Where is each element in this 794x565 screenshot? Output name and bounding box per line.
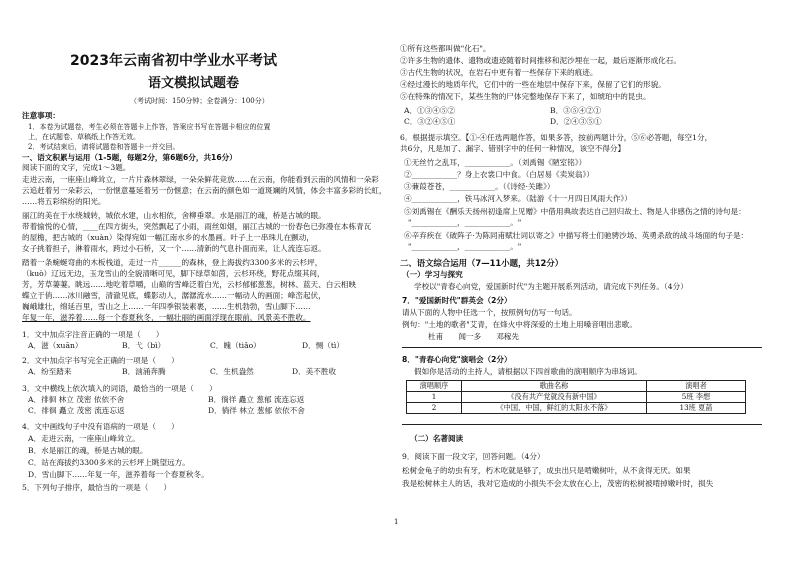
q6-blank-5-answer: "____________，____________。" <box>408 218 522 227</box>
exam-title: 2023年云南省初中学业水平考试 <box>70 53 277 69</box>
q3-option-a: A．徘徊 林立 茂密 依依不舍 <box>28 395 125 404</box>
section-1-intro: 阅读下面的文字，完成1～3题。 <box>22 163 131 172</box>
q7-names: 杜甫 闻一多 邓稼先 <box>428 332 520 341</box>
q5-item-1: ①所有这些都叫做"化石"。 <box>400 44 491 53</box>
q9-passage-line: 我是松树林主人的话，我对它造成的小损失不会太放在心上，茂密的松树被啃掉嫩叶时，损失 <box>402 479 714 488</box>
passage-line: 女子挑着担子，淋着雨水，跨过小石桥，又一个……清新的气息扑面而来，让人流连忘返。 <box>22 244 326 253</box>
page-number: 1 <box>394 518 399 526</box>
q6-blank-1: ①无丝竹之乱耳，____________。（刘禹锡《陋室铭》） <box>404 158 587 167</box>
passage-line: （kuò）辽远无边，玉龙雪山的全貌清晰可见，脚下绿草如茵，云杉环绕，野花点缀其间， <box>22 269 325 278</box>
q3-option-b: B．徜徉 矗立 葱郁 流连忘返 <box>208 395 305 404</box>
q4-option-b: B．水是丽江的魂，桥是古城的眼。 <box>28 446 148 455</box>
answer-line <box>402 424 762 425</box>
question-4: 4．文中画线句子中没有语病的一项是（ ） <box>22 422 179 431</box>
q1-option-d: D．恻（tì） <box>302 341 344 350</box>
section-2-heading: 二、语文综合运用（7—11小题，共12分） <box>400 258 564 268</box>
q4-option-c: C．站在海拔约3300多米的云杉坪上眺望远方。 <box>28 458 190 467</box>
table-header: 演唱顺序 <box>407 381 462 392</box>
table-header: 演唱者 <box>647 381 746 392</box>
q5-option-c: C．③②④⑤① <box>404 117 456 126</box>
q2-option-a: A．纷至踏来 <box>28 367 72 376</box>
q5-item-4: ④经过漫长的地质年代，它们中的一些在地层中保存下来，保留了它们的形貌。 <box>400 80 666 89</box>
question-6: 6．根据提示填空。【①-④任选两题作答，如果多答，按前两题计分，⑤⑥必答题，每空1分， <box>400 133 713 142</box>
q6-blank-2: ②____________？身上衣裳口中食。（白居易《卖炭翁》） <box>404 170 594 179</box>
left-column <box>22 0 388 518</box>
q8-desc: 假如你是活动的主持人，请根据以下四首歌曲的演唱顺序为串场词。 <box>414 367 642 376</box>
notice-2: 2．考试结束后，请将试题卷和答题卡一并交回。 <box>28 143 180 151</box>
passage-line: 芳，芳草萋萋。眺远……地吃着草嚼，山巅的雪峰泛着白光，云杉郁郁葱葱，树林、蓝天、白云相映 <box>22 280 357 289</box>
question-3: 3．文中横线上依次填入的词语，最恰当的一项是（ ） <box>22 384 217 393</box>
question-1: 1．文中加点字注音正确的一项是（ ） <box>22 330 164 339</box>
exam-meta: （考试时间：150分钟；全卷满分：100分） <box>130 97 269 105</box>
passage-line: 踏着一条蜿蜒弯曲的木板栈道，走过一片______的森林，登上海拔约3300多米的云杉坪， <box>22 258 323 267</box>
q1-option-c: C．魄（tiǎo） <box>210 341 261 350</box>
song-table <box>406 380 746 414</box>
passage-line: 走进云南，一座座山峰耸立，一片片森林翠绿，一朵朵鲜花竞放……在云南，你能看到云南的风情和一朵彩 <box>22 175 379 184</box>
table-row <box>407 392 746 403</box>
q4-option-d: D．雪山脚下……年复一年，滋养着每一个春夏秋冬。 <box>28 470 209 479</box>
q2-option-c: C．生机盎然 <box>210 367 254 376</box>
notice-1: 1．本卷为试题卷，考生必须在答题卡上作答，答案应书写在答题卡相应的位置 <box>28 123 271 131</box>
passage-line: 蝶立于俏……冰川融雪，清澈见底，蝶影动人，潺潺流水……一幅动人的画面；峰峦起伏， <box>22 291 326 300</box>
exam-subtitle: 语文模拟试题卷 <box>148 76 240 91</box>
q1-option-a: A．滋（xuān） <box>28 341 83 350</box>
table-cell: 《中国、中国，鲜红的太阳永不落》 <box>462 403 647 414</box>
passage-line: 丽江的美在于水绕城转，城依水建，山水相依，舍柳垂翠。水是丽江的魂，桥是古城的眼。 <box>22 211 326 220</box>
passage-line: 带着愉悦的心情，____在四方街头，突然飘起了小雨，雨丝如烟，丽江古城的一份春色已弥漫在本栋青瓦 <box>22 222 372 231</box>
q6-blank-6: ⑥辛弃疾在《破阵子·为陈同甫赋壮词以寄之》中描写将士们驰骋沙场、英勇杀敌的战斗场面的句子是： <box>404 231 749 240</box>
notice-title: 注意事项： <box>22 111 60 120</box>
sub-section-1: （一）学习与探究 <box>402 270 463 279</box>
q5-option-b: B．③⑤④②① <box>550 106 602 115</box>
q3-option-d: D．徜徉 林立 葱郁 依依不舍 <box>208 406 305 415</box>
q9-passage-line: 松树金龟子的幼虫有牙，朽木吃就是够了，成虫出只是啃嫩树叶，从不贪得无厌。如果 <box>402 466 691 475</box>
table-cell: 13班 夏菡 <box>647 403 746 414</box>
q2-option-d: D．美不胜收 <box>292 367 337 376</box>
table-header: 歌曲名称 <box>462 381 647 392</box>
section-1-heading: 一、语文积累与运用（1-5题，每题2分，第6题6分，共16分） <box>22 153 237 162</box>
q2-option-b: B．汹涌奔腾 <box>122 367 166 376</box>
sub-section-2: （二）名著阅读 <box>410 434 464 443</box>
answer-line <box>402 347 762 348</box>
q5-option-d: D．②④③⑤① <box>550 117 602 126</box>
passage-line: 年复一年，滋养着……每一个春夏秋冬，一幅壮丽的画面浮现在眼前，风景美不胜收。 <box>22 313 311 322</box>
q6-blank-6-answer: "____________，____________。" <box>408 242 522 251</box>
question-6-note: 共6分，凡是加了、漏字、错别字中的任何一种情况，该空不得分】 <box>400 144 626 153</box>
q6-blank-5: ⑤刘禹锡在《酬乐天扬州初逢席上见赠》中借用典故表达自己回归故土、物是人非感伤之情的诗句是： <box>404 207 746 216</box>
table-row <box>407 403 746 414</box>
table-cell: 2 <box>407 403 462 414</box>
q5-option-a: A．①③④⑤② <box>404 106 456 115</box>
q5-item-2: ②许多生物的遗体、遗物或遗迹随着时间推移和泥沙埋在一起，最后逐渐形成化石。 <box>400 56 681 65</box>
table-cell: 《没有共产党就没有新中国》 <box>462 392 647 403</box>
question-9: 9．阅读下面一段文字，回答问题。（4分） <box>402 452 545 461</box>
q5-item-5: ⑤在特殊的情况下，某些生物的尸体完整地保存下来了，如琥珀中的昆虫。 <box>400 92 651 101</box>
passage-line: 云追赶着另一朵彩云，一份惬意蔓延着另一份惬意；在云南的颜色如一道斑斓的风情，体会丰富多彩的长虹， <box>22 186 387 195</box>
passage-line: 的屋檐，把古城的（xuàn）染得宛如一幅江南水乡的水墨画。叶子上一串珠儿在颤动， <box>22 233 314 242</box>
question-7: 7．"爱国新时代"群英会（2分） <box>402 296 512 305</box>
q6-blank-3: ③蒹葭苍苍，____________。（《诗经·关雎》） <box>404 182 555 191</box>
table-header-row <box>407 381 746 392</box>
passage-line: 巍峨雄壮，绵延百里，雪山之上……一年四季银装素裹，……生机勃勃，雪山脚下…… <box>22 302 311 311</box>
q1-option-b: B．弋（bì） <box>122 341 166 350</box>
question-2: 2．文中加点字书写完全正确的一项是（ ） <box>22 356 179 365</box>
table-cell: 1 <box>407 392 462 403</box>
question-8: 8．"青春心向党"演唱会（2分） <box>402 355 512 364</box>
q5-item-3: ③古代生物的状况，在岩石中更有着一些保存下来的痕迹。 <box>400 68 598 77</box>
right-column <box>400 0 780 565</box>
q4-option-a: A．走进云南，一座座山峰耸立。 <box>28 434 140 443</box>
notice-1b: 上，在试题卷、草稿纸上作答无效。 <box>28 133 140 141</box>
q7-desc: 请从下面的人物中任选一个，按照例句仿写一句话。 <box>402 308 577 317</box>
q7-example: 例句："土地的歌者"艾青，在烽火中将深爱的土地上用嗓音唱出悲歌。 <box>402 320 637 329</box>
q6-blank-4: ④____________，铁马冰河入梦来。（陆游《十一月四日风雨大作》） <box>404 194 632 203</box>
question-5: 5．下列句子排序，最恰当的一项是（ ） <box>22 483 172 492</box>
task-intro: 学校以"青春心向党，爱国新时代"为主题开展系列活动，请完成下列任务。（4分） <box>414 282 688 291</box>
q3-option-c: C．徘徊 矗立 茂密 流连忘返 <box>28 406 125 415</box>
passage-line: ……将五彩缤纷的阳光。 <box>22 197 106 206</box>
table-cell: 5班 李想 <box>647 392 746 403</box>
